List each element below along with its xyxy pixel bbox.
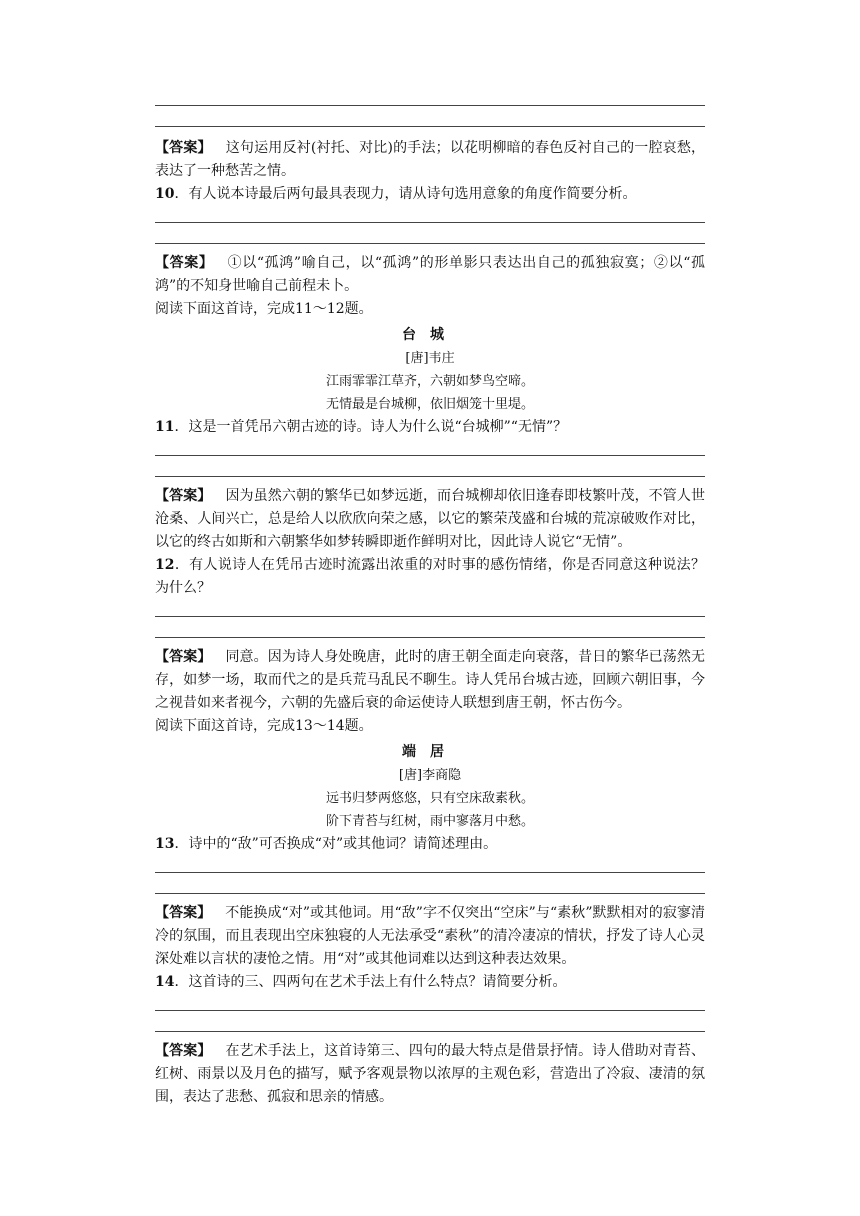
answer-line [155, 872, 705, 873]
answer-10 [155, 252, 705, 298]
answer-tag: 【答案】 [155, 488, 212, 504]
question-text: ．有人说本诗最后两句最具表现力，请从诗句选用意象的角度作简要分析。 [174, 186, 637, 202]
answer-blank [155, 994, 705, 1032]
question-number: 11 [155, 419, 175, 435]
question-number: 14 [155, 974, 175, 990]
question-text: ．诗中的“敌”可否换成“对”或其他词？请简述理由。 [174, 836, 498, 852]
answer-line [155, 105, 705, 106]
answer-line [155, 455, 705, 456]
answer-line [155, 243, 705, 244]
answer-11 [155, 485, 705, 554]
answer-9 [155, 137, 705, 183]
answer-tag: 【答案】 [155, 905, 212, 921]
question-text: ．这首诗的三、四两句在艺术手法上有什么特点？请简要分析。 [174, 974, 567, 990]
answer-line [155, 637, 705, 638]
answer-line [155, 616, 705, 617]
question-number: 13 [155, 836, 175, 852]
poem-author: [唐]韦庄 [405, 351, 455, 366]
poem-line: 远书归梦两悠悠，只有空床敌素秋。 [325, 791, 534, 806]
question-text: ．这是一首凭吊六朝古迹的诗。诗人为什么说“台城柳”“无情”？ [174, 419, 568, 435]
reading-instruction: 阅读下面这首诗，完成11～12题。 [155, 301, 373, 317]
answer-13 [155, 902, 705, 971]
poem-author: [唐]李商隐 [398, 768, 462, 783]
question-10 [155, 183, 705, 206]
answer-14 [155, 1040, 705, 1109]
poem-title: 台城 [402, 327, 458, 343]
answer-tag: 【答案】 [155, 1043, 212, 1059]
answer-text: 这句运用反衬(衬托、对比)的手法；以花明柳暗的春色反衬自己的一腔哀愁，表达了一种愁苦之情。 [155, 140, 706, 179]
answer-tag: 【答案】 [155, 649, 212, 665]
answer-tag: 【答案】 [155, 140, 212, 156]
answer-12 [155, 646, 705, 715]
answer-line [155, 126, 705, 127]
answer-text: ①以“孤鸿”喻自己，以“孤鸿”的形单影只表达出自己的孤独寂寞；②以“孤鸿”的不知身世喻自己前程未卜。 [155, 255, 706, 294]
poem-line: 阶下青苔与红树，雨中寥落月中愁。 [325, 814, 534, 829]
question-14 [155, 971, 705, 994]
answer-text: 同意。因为诗人身处晚唐，此时的唐王朝全面走向衰落，昔日的繁华已荡然无存，如梦一场，取而代之的是兵荒马乱民不聊生。诗人凭吊台城古迹，回顾六朝旧事，今之视昔如来者视今，六朝的先盛后衰的命运使诗人联想到唐王朝，怀古伤今。 [155, 649, 706, 711]
answer-blank [155, 206, 705, 244]
reading-instruction: 阅读下面这首诗，完成13～14题。 [155, 718, 373, 734]
question-number: 10 [155, 186, 175, 202]
answer-line [155, 1031, 705, 1032]
answer-text: 在艺术手法上，这首诗第三、四句的最大特点是借景抒情。诗人借助对青苔、红树、雨景以及月色的描写，赋予客观景物以浓厚的主观色彩，营造出了冷寂、凄清的氛围，表达了悲愁、孤寂和思亲的情感。 [155, 1043, 706, 1105]
answer-line [155, 893, 705, 894]
answer-blank [155, 856, 705, 894]
poem-line: 无情最是台城柳，依旧烟笼十里堤。 [325, 397, 534, 412]
poem-line: 江雨霏霏江草齐，六朝如梦鸟空啼。 [325, 374, 534, 389]
answer-line [155, 476, 705, 477]
question-11 [155, 416, 705, 439]
answer-tag: 【答案】 [155, 255, 214, 271]
question-13 [155, 833, 705, 856]
answer-text: 因为虽然六朝的繁华已如梦远逝，而台城柳却依旧逢春即枝繁叶茂，不管人世沧桑、人间兴亡，总是给人以欣欣向荣之感，以它的繁荣茂盛和台城的荒凉破败作对比，以它的终古如斯和六朝繁华如梦转瞬即逝作鲜明对比，因此诗人说它“无情”。 [155, 488, 706, 550]
question-number: 12 [155, 557, 175, 573]
poem-title: 端居 [402, 744, 458, 760]
answer-blank [155, 600, 705, 638]
document-page [155, 105, 705, 1109]
question-12 [155, 554, 705, 600]
answer-blank [155, 105, 705, 127]
answer-text: 不能换成“对”或其他词。用“敌”字不仅突出“空床”与“素秋”默默相对的寂寥清冷的氛围，而且表现出空床独寝的人无法承受“素秋”的清冷凄凉的情状，抒发了诗人心灵深处难以言状的凄怆之情。用“对”或其他词难以达到这种表达效果。 [155, 905, 706, 967]
answer-blank [155, 439, 705, 477]
answer-line [155, 222, 705, 223]
answer-line [155, 1010, 705, 1011]
question-text: ．有人说诗人在凭吊古迹时流露出浓重的对时事的感伤情绪，你是否同意这种说法？为什么？ [155, 557, 705, 596]
